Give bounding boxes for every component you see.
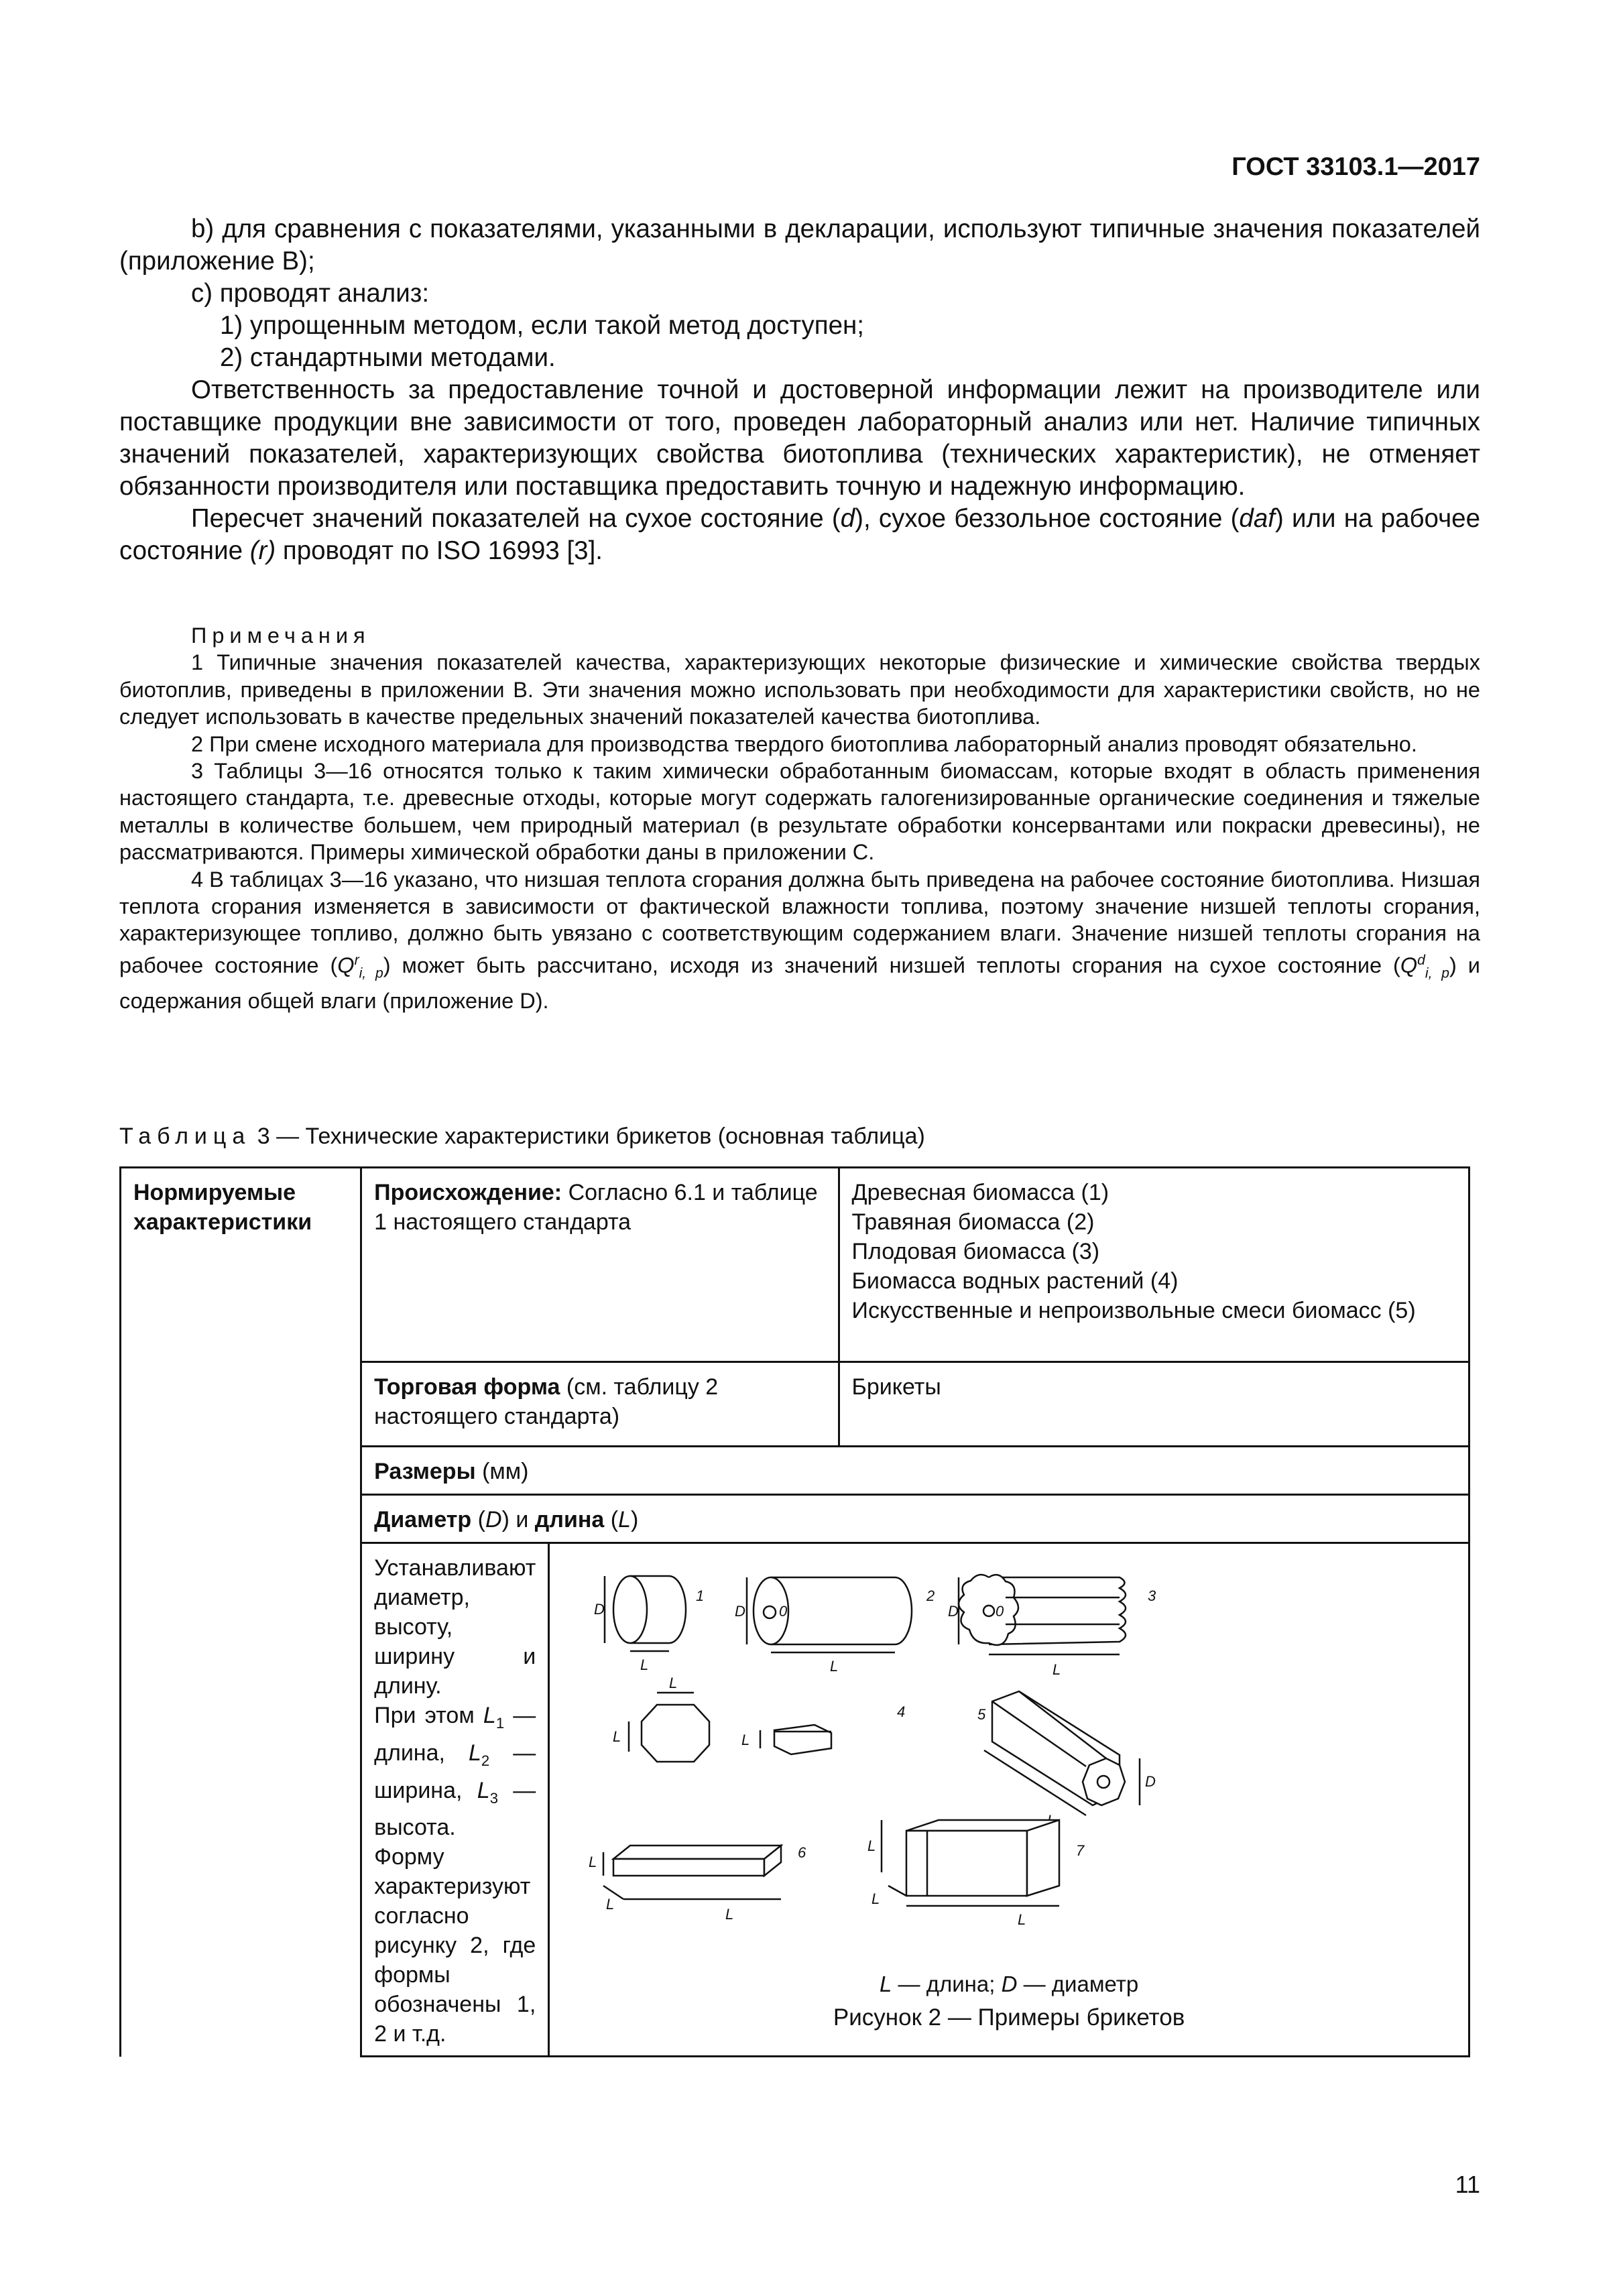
briquette-shape-7 bbox=[867, 1820, 1085, 1928]
label-D: D bbox=[735, 1603, 746, 1620]
label-D: D bbox=[948, 1603, 959, 1620]
notes-heading: Примечания bbox=[191, 623, 371, 648]
label-L: L bbox=[830, 1658, 839, 1675]
label-D: D bbox=[594, 1601, 605, 1618]
figure-caption: Рисунок 2 — Примеры брикетов bbox=[833, 2004, 1185, 2031]
origin-values-cell bbox=[839, 1168, 1469, 1362]
figure-cell bbox=[549, 1543, 1469, 2057]
trade-form-cell: Торговая форма (см. таблицу 2 настоящего стандарта) bbox=[361, 1362, 839, 1447]
table-3 bbox=[119, 1166, 1470, 2057]
label-L: L bbox=[871, 1890, 880, 1907]
label-2: 2 bbox=[926, 1587, 935, 1604]
note-2: 2 При смене исходного материала для производства твердого биотоплива лабораторный анализ проводят обязательно. bbox=[191, 731, 1417, 756]
table-caption: Таблица 3 — Технические характеристики брикетов (основная таблица) bbox=[119, 1124, 925, 1149]
label-7: 7 bbox=[1076, 1842, 1085, 1859]
formula-q-r: $Q^r_{i, p}$ bbox=[337, 952, 383, 981]
label-L: L bbox=[741, 1732, 750, 1748]
desc-line: Форму характеризуют согласно рисунку 2, где формы обозначены 1, 2 и т.д. bbox=[374, 1844, 536, 2047]
briquette-shape-5 bbox=[977, 1691, 1156, 1829]
briquette-shape-1 bbox=[594, 1576, 704, 1673]
paragraph-recalc: Пересчет значений показателей на сухое состояние (d), сухое беззольное состояние (daf) или на рабочее состояние (r) проводят по ISO 16993 [3]. bbox=[119, 504, 1480, 565]
origin-value: Травяная биомасса (2) bbox=[851, 1209, 1095, 1235]
briquette-shape-6 bbox=[589, 1844, 806, 1923]
label-L: L bbox=[640, 1656, 649, 1673]
briquette-shape-2 bbox=[735, 1577, 935, 1675]
label-D: D bbox=[1145, 1773, 1156, 1790]
paragraph-responsibility: Ответственность за предоставление точной и достоверной информации лежит на производителе или поставщике продукции вне зависимости от того, проведен лабораторный анализ или нет. Наличие типичных значений показателей, характеризующих свойства биотоплива (технических характеристик), не отменяет обязанности производителя или поставщика предоставить точную и надежную информацию. bbox=[119, 375, 1480, 501]
formula-q-d: $Q^d_{i, p}$ bbox=[1400, 952, 1450, 981]
label-L: L bbox=[1018, 1911, 1026, 1928]
trade-form-value: Брикеты bbox=[839, 1362, 1469, 1447]
label-L: L bbox=[725, 1906, 734, 1923]
briquette-shape-3 bbox=[948, 1575, 1156, 1678]
label-5: 5 bbox=[977, 1706, 986, 1723]
document-number: ГОСТ 33103.1—2017 bbox=[1231, 153, 1480, 181]
note-1: 1 Типичные значения показателей качества, характеризующих некоторые физические и химические свойства твердых биотоплив, приведены в приложении B. Эти значения можно использовать при необходимости для характеристики свойств, но не следует использовать в качестве предельных значений показателей качества биотоплива. bbox=[119, 650, 1480, 729]
desc-line: Устанавливают диаметр, высоту, ширину и длину. bbox=[374, 1555, 536, 1699]
label-4: 4 bbox=[897, 1703, 906, 1720]
label-0: 0 bbox=[779, 1603, 788, 1620]
dimensions-cell: Размеры (мм) bbox=[361, 1447, 1469, 1495]
shape-description-cell bbox=[361, 1543, 549, 2057]
row-header-cell: Нормируемые характеристики bbox=[121, 1168, 361, 2057]
origin-cell: Происхождение: Согласно 6.1 и таблице 1 настоящего стандарта bbox=[361, 1168, 839, 1362]
note-3: 3 Таблицы 3—16 относятся только к таким химически обработанным биомассам, которые входят в область применения настоящего стандарта, т.е. древесные отходы, которые могут содержать галогенизированные органические соединения и тяжелые металлы в количестве большем, чем природный материал (в результате обработки консервантами или покраски древесины), не рассматриваются. Примеры химической обработки даны в приложении C. bbox=[119, 759, 1480, 865]
paragraph-b: b) для сравнения с показателями, указанными в декларации, используют типичные значения показателей (приложение B); bbox=[119, 215, 1480, 276]
origin-value: Плодовая биомасса (3) bbox=[851, 1239, 1100, 1264]
note-4: 4 В таблицах 3—16 указано, что низшая теплота сгорания должна быть приведена на рабочее состояние биотоплива. Низшая теплота сгорания изменяется в зависимости от фактической влажности топлива, поэтому значение низшей теплоты сгорания, характеризующее топливо, должно быть увязано с соответствующим содержанием влаги. Значение низшей теплоты сгорания на рабочее состояние $(Q^r_{i, p})$ может быть рассчитано, исходя из значений низшей теплоты сгорания на сухое состояние $(Q^d_{i, p})$ и содержания общей влаги (приложение D). bbox=[119, 867, 1481, 1013]
label-L: L bbox=[606, 1896, 615, 1913]
label-L: L bbox=[669, 1675, 678, 1691]
origin-value: Древесная биомасса (1) bbox=[851, 1180, 1109, 1205]
label-L: L bbox=[867, 1837, 876, 1854]
label-L: L bbox=[589, 1854, 597, 1870]
body-text bbox=[119, 213, 1480, 567]
label-L: L bbox=[613, 1728, 621, 1745]
page-number: 11 bbox=[1455, 2171, 1480, 2198]
label-6: 6 bbox=[798, 1844, 806, 1861]
list-item-1: 1) упрощенным методом, если такой метод доступен; bbox=[220, 311, 864, 340]
briquette-shape-4a bbox=[613, 1675, 709, 1762]
label-1: 1 bbox=[696, 1587, 705, 1604]
figure-legend: L — длина; D — диаметр bbox=[880, 1972, 1139, 1996]
label-3: 3 bbox=[1148, 1587, 1156, 1604]
origin-value: Биомасса водных растений (4) bbox=[851, 1268, 1179, 1294]
desc-line: При этом $L_1$ — длина, $L_2$ — ширина, $L_3$ — высота. bbox=[374, 1703, 536, 1841]
label-L: L bbox=[1053, 1661, 1061, 1678]
origin-value: Искусственные и непроизвольные смеси биомасс (5) bbox=[851, 1298, 1416, 1323]
diameter-length-cell: Диаметр (D) и длина (L) bbox=[361, 1495, 1469, 1543]
briquette-figure bbox=[550, 1551, 1200, 1953]
briquette-shape-4b bbox=[741, 1703, 905, 1754]
paragraph-c: c) проводят анализ: bbox=[191, 279, 430, 308]
label-0: 0 bbox=[996, 1603, 1004, 1620]
list-item-2: 2) стандартными методами. bbox=[220, 343, 556, 372]
notes-section bbox=[119, 622, 1480, 1014]
